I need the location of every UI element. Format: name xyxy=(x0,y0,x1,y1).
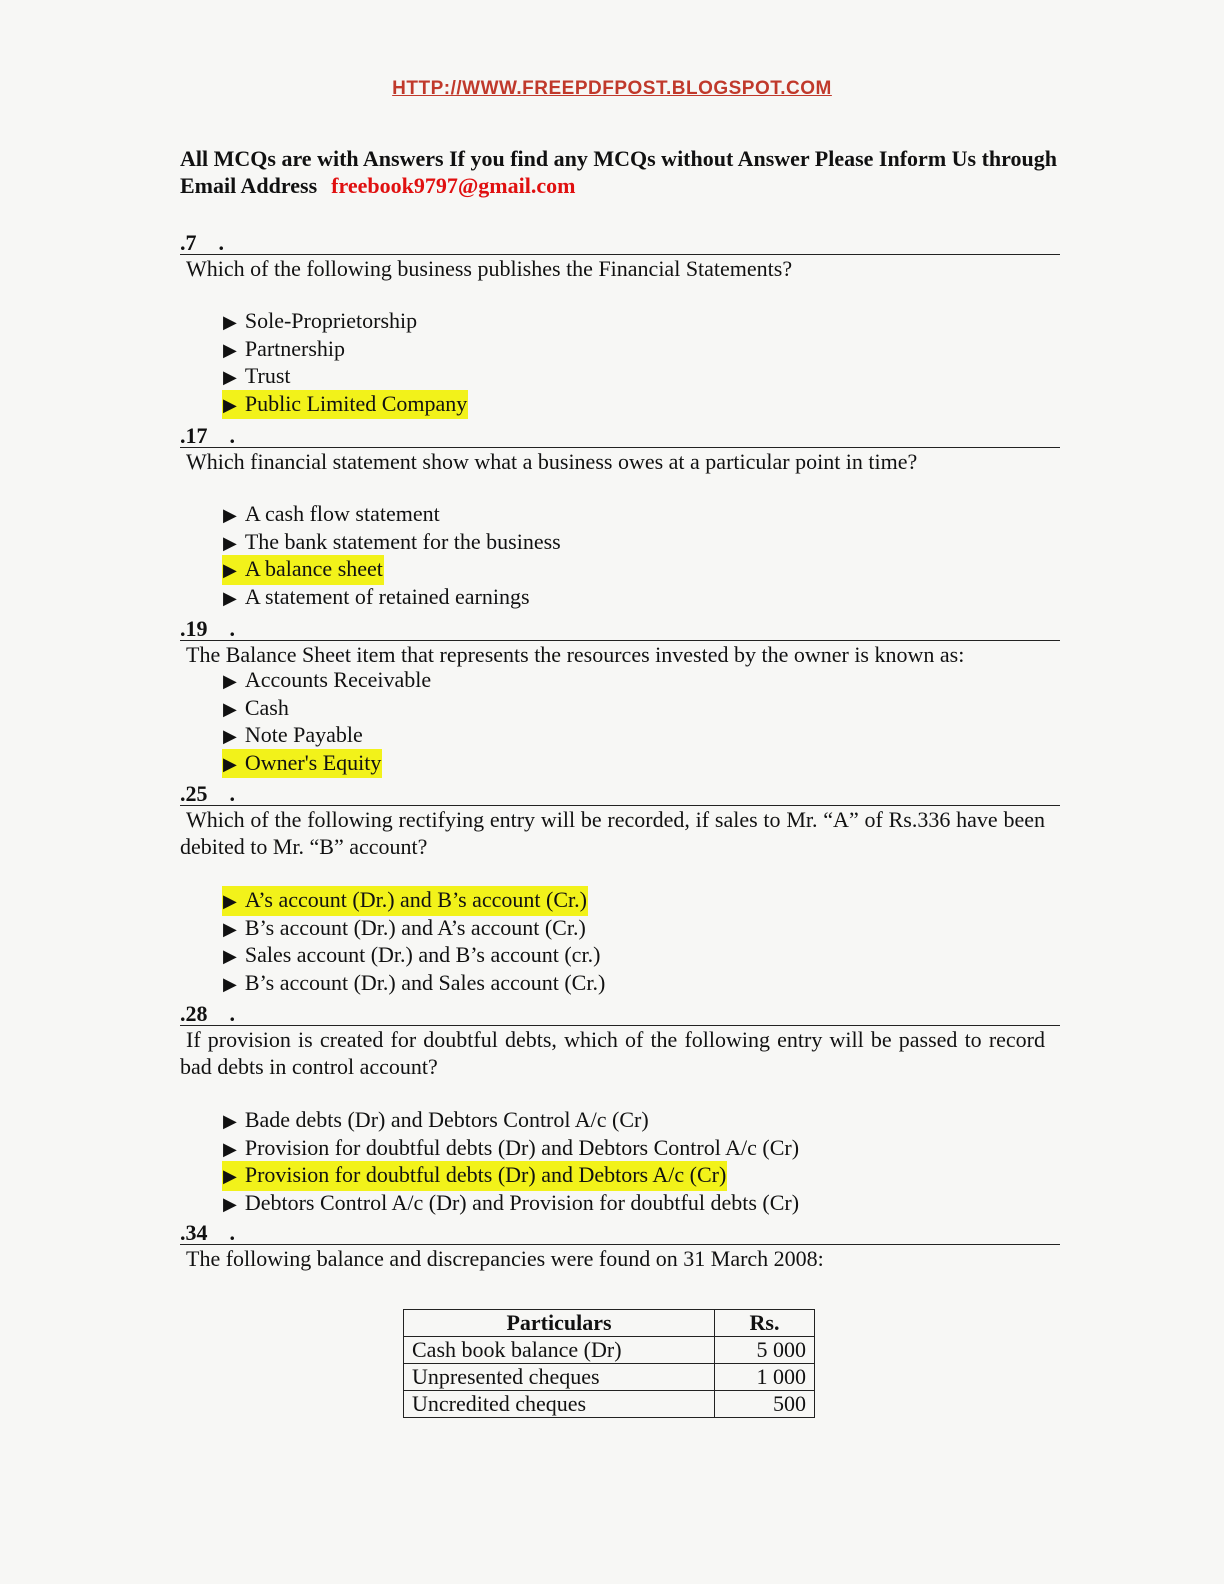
option-item xyxy=(222,721,432,749)
option-wrapper xyxy=(222,1106,650,1136)
option-label: Provision for doubtful debts (Dr) and Debtors Control A/c (Cr) xyxy=(244,1134,800,1160)
option-item xyxy=(222,528,562,556)
question-text: If provision is created for doubtful debts, which of the following entry will be passed to record bad debts in control account? xyxy=(180,1027,1045,1079)
option-wrapper xyxy=(222,721,364,751)
option-item xyxy=(222,694,432,722)
option-item xyxy=(222,666,432,694)
option-label: Trust xyxy=(244,363,291,388)
answer-highlight xyxy=(222,390,468,420)
table-cell-particular: Cash book balance (Dr) xyxy=(404,1337,715,1364)
question-number-dot: . xyxy=(218,230,224,255)
right-pointer-icon: ▶ xyxy=(223,698,237,719)
question-number-rule xyxy=(180,1001,1060,1026)
answer-option xyxy=(222,390,468,418)
option-wrapper xyxy=(222,362,292,392)
option-wrapper xyxy=(222,941,601,971)
option-item xyxy=(222,969,606,997)
answer-highlight xyxy=(222,555,384,585)
site-url-link[interactable]: HTTP://WWW.FREEPDFPOST.BLOGSPOT.COM xyxy=(392,78,832,99)
option-label: Bade debts (Dr) and Debtors Control A/c (Cr) xyxy=(244,1107,649,1132)
right-pointer-icon: ▶ xyxy=(223,671,237,691)
question-number-rule xyxy=(180,781,1060,806)
option-item xyxy=(222,941,606,969)
option-list xyxy=(222,1106,800,1216)
option-item xyxy=(222,583,562,611)
option-item xyxy=(222,914,606,942)
option-label: A cash flow statement xyxy=(244,501,440,526)
question-text: Which financial statement show what a business owes at a particular point in time? xyxy=(186,449,918,474)
right-pointer-icon: ▶ xyxy=(223,532,237,553)
right-pointer-icon: ▶ xyxy=(223,394,237,415)
option-item xyxy=(222,335,468,363)
option-wrapper xyxy=(222,914,587,944)
option-wrapper xyxy=(222,694,290,724)
right-pointer-icon: ▶ xyxy=(223,891,237,911)
option-wrapper xyxy=(222,528,562,558)
table-header-amount: Rs. xyxy=(715,1310,815,1337)
question-number-rule xyxy=(180,230,1060,255)
table-cell-amount: 5 000 xyxy=(715,1337,815,1364)
answer-highlight xyxy=(222,1161,727,1191)
table-row xyxy=(404,1364,815,1391)
question-number: .25 xyxy=(180,781,208,806)
answer-option xyxy=(222,1161,800,1189)
option-label: Accounts Receivable xyxy=(244,667,432,692)
answer-highlight xyxy=(222,886,588,916)
option-list xyxy=(222,500,562,610)
option-label: The bank statement for the business xyxy=(244,528,561,554)
right-pointer-icon: ▶ xyxy=(223,1166,237,1186)
option-list xyxy=(222,666,432,776)
right-pointer-icon: ▶ xyxy=(223,505,237,525)
table-row xyxy=(404,1391,815,1418)
option-label: B’s account (Dr.) and A’s account (Cr.) xyxy=(244,914,586,940)
option-label: A balance sheet xyxy=(244,556,383,581)
option-label: Sole-Proprietorship xyxy=(244,308,418,333)
option-wrapper xyxy=(222,335,346,365)
option-item xyxy=(222,362,468,390)
option-label: Provision for doubtful debts (Dr) and Debtors A/c (Cr) xyxy=(244,1162,727,1187)
question-text: Which of the following business publishes the Financial Statements? xyxy=(186,256,793,281)
option-wrapper xyxy=(222,1189,800,1219)
option-item xyxy=(222,500,562,528)
question-number-dot: . xyxy=(229,616,235,641)
option-wrapper xyxy=(222,500,441,530)
option-label: Debtors Control A/c (Dr) and Provision for doubtful debts (Cr) xyxy=(244,1189,800,1215)
answer-highlight xyxy=(222,749,382,779)
option-label: Cash xyxy=(244,694,289,720)
option-list xyxy=(222,886,606,996)
table-header-row xyxy=(404,1310,815,1337)
answer-option xyxy=(222,886,606,914)
question-number-dot: . xyxy=(229,1001,235,1026)
option-label: B’s account (Dr.) and Sales account (Cr.) xyxy=(244,969,606,995)
option-label: Owner's Equity xyxy=(244,749,382,775)
option-label: Partnership xyxy=(244,335,346,361)
question-number: .7 xyxy=(180,230,197,255)
answer-option xyxy=(222,555,562,583)
option-item xyxy=(222,1106,800,1134)
table-cell-amount: 500 xyxy=(715,1391,815,1418)
option-label: Public Limited Company xyxy=(244,390,468,416)
right-pointer-icon: ▶ xyxy=(223,1138,237,1159)
question-text: The Balance Sheet item that represents the resources invested by the owner is known as: xyxy=(186,642,965,667)
table-row xyxy=(404,1337,815,1364)
option-wrapper xyxy=(222,1134,800,1164)
right-pointer-icon: ▶ xyxy=(223,587,237,608)
option-wrapper xyxy=(222,583,531,613)
option-wrapper xyxy=(222,307,418,337)
right-pointer-icon: ▶ xyxy=(223,973,237,994)
table-cell-amount: 1 000 xyxy=(715,1364,815,1391)
question-text: The following balance and discrepancies were found on 31 March 2008: xyxy=(186,1246,824,1271)
right-pointer-icon: ▶ xyxy=(223,753,237,774)
question-number-rule xyxy=(180,616,1060,641)
answer-option xyxy=(222,749,432,777)
question-number: .34 xyxy=(180,1220,208,1245)
answers-notice xyxy=(180,145,1060,199)
option-wrapper xyxy=(222,666,432,696)
right-pointer-icon: ▶ xyxy=(223,560,237,580)
option-wrapper xyxy=(222,969,606,999)
question-number-dot: . xyxy=(229,423,235,448)
right-pointer-icon: ▶ xyxy=(223,918,237,939)
option-label: Note Payable xyxy=(244,722,363,747)
right-pointer-icon: ▶ xyxy=(223,312,237,332)
right-pointer-icon: ▶ xyxy=(223,946,237,966)
contact-email-link[interactable]: freebook9797@gmail.com xyxy=(331,173,576,198)
question-number: .19 xyxy=(180,616,208,641)
question-number-dot: . xyxy=(229,1220,235,1245)
right-pointer-icon: ▶ xyxy=(223,1111,237,1131)
option-label: A statement of retained earnings xyxy=(244,583,530,609)
table-cell-particular: Uncredited cheques xyxy=(404,1391,715,1418)
right-pointer-icon: ▶ xyxy=(223,367,237,387)
option-item xyxy=(222,1189,800,1217)
question-number: .17 xyxy=(180,423,208,448)
option-item xyxy=(222,1134,800,1162)
question-number-rule xyxy=(180,1220,1060,1245)
option-label: A’s account (Dr.) and B’s account (Cr.) xyxy=(244,887,587,912)
balance-table xyxy=(403,1309,815,1418)
question-number: .28 xyxy=(180,1001,208,1026)
option-label: Sales account (Dr.) and B’s account (cr.) xyxy=(244,942,601,967)
right-pointer-icon: ▶ xyxy=(223,339,237,360)
question-text: Which of the following rectifying entry will be recorded, if sales to Mr. “A” of Rs.336 have been debited to Mr. “B” account? xyxy=(180,807,1045,859)
notice-text: All MCQs are with Answers If you find any MCQs without Answer Please Inform Us through Email Address xyxy=(180,146,1057,198)
option-list xyxy=(222,307,468,417)
table-cell-particular: Unpresented cheques xyxy=(404,1364,715,1391)
question-number-dot: . xyxy=(229,781,235,806)
option-item xyxy=(222,307,468,335)
question-number-rule xyxy=(180,423,1060,448)
right-pointer-icon: ▶ xyxy=(223,726,237,746)
table-header-particulars: Particulars xyxy=(404,1310,715,1337)
right-pointer-icon: ▶ xyxy=(223,1193,237,1214)
